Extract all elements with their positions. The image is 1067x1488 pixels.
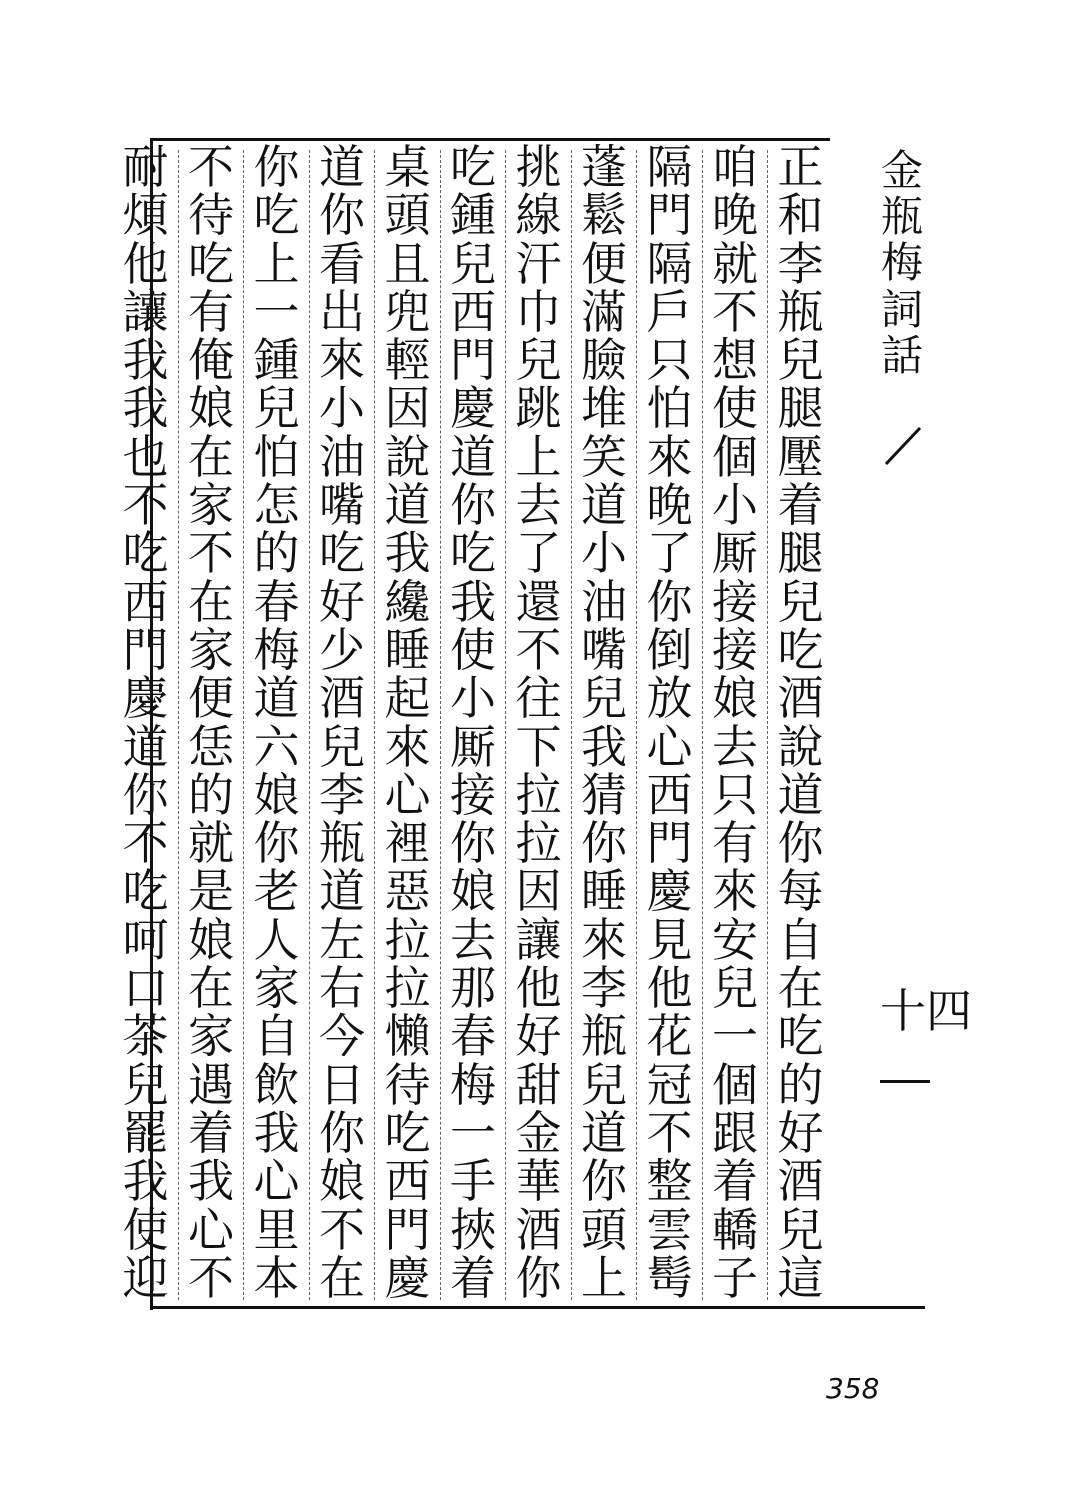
text-column: 蓬 鬆 便 滿 臉 堆 笑 道 小 油 嘴 兒 我 猜 你 睡 來 李 瓶 兒 道 你 頭 上: [581, 140, 627, 1305]
text-column: 吃 鍾 兒 西 門 慶 道 你 吃 我 使 小 厮 接 你 娘 去 那 春 梅 一 手 挾 着: [450, 140, 496, 1305]
slash-mark: [882, 420, 926, 470]
text-column: 你 吃 上 一 鍾 兒 怕 怎 的 春 梅 道 六 娘 你 老 人 家 自 飲 我 心 里 本: [253, 140, 300, 1305]
text-column: 正 和 李 瓶 兒 腿 壓 着 腿 兒 吃 酒 說 道 你 每 自 在 吃 的 好 酒 兒 這: [777, 140, 824, 1305]
margin-title-char: 瓶: [880, 192, 923, 242]
text-column: 不 待 吃 有 俺 娘 在 家 不 在 家 便 恁 的 就 是 娘 在 家 遇 着 我 心 不: [188, 140, 234, 1305]
margin-title-char: 詞: [880, 284, 923, 334]
margin-title: [878, 148, 926, 379]
folio-rule: [880, 1080, 930, 1083]
column-divider: [243, 150, 244, 1300]
bottom-rule: [150, 1306, 925, 1309]
margin-title-char: 梅: [880, 238, 923, 288]
text-column: 隔 門 隔 戶 只 怕 來 晚 了 你 倒 放 心 西 門 慶 見 他 花 冠 不 整 雲 髩: [646, 140, 693, 1305]
column-divider: [440, 150, 441, 1300]
margin-title-char: 金: [880, 146, 923, 195]
text-column: 咱 晚 就 不 想 使 個 小 厮 接 接 娘 去 只 有 來 安 兒 一 個 跟 着 轎 子: [712, 140, 758, 1305]
column-divider: [374, 150, 375, 1300]
column-divider: [636, 150, 637, 1300]
folio-number: 十四: [880, 984, 972, 1038]
text-column: 道 你 看 出 來 小 油 嘴 吃 好 少 酒 兒 李 瓶 道 左 右 今 日 你 娘 不 在: [319, 140, 365, 1305]
column-divider: [571, 150, 572, 1300]
margin-title-char: 話: [880, 330, 923, 380]
text-column: 挑 線 汗 巾 兒 跳 上 去 了 還 不 往 下 拉 拉 因 讓 他 好 甜 金 華 酒 你: [515, 140, 562, 1305]
column-divider: [309, 150, 310, 1300]
column-divider: [767, 150, 768, 1300]
text-column: 桌 頭 且 兜 輕 因 說 道 我 纔 睡 起 來 心 裡 惡 拉 拉 懶 待 吃 西 門 慶: [384, 140, 431, 1305]
column-divider: [702, 150, 703, 1300]
page-number: 358: [826, 1372, 880, 1405]
column-divider: [505, 150, 506, 1300]
column-divider: [178, 150, 179, 1300]
text-column: 耐 煩 他 讓 我 我 也 不 吃 西 門 慶 道 你 不 吃 呵 口 茶 兒 罷 我 使 迎: [122, 140, 169, 1305]
